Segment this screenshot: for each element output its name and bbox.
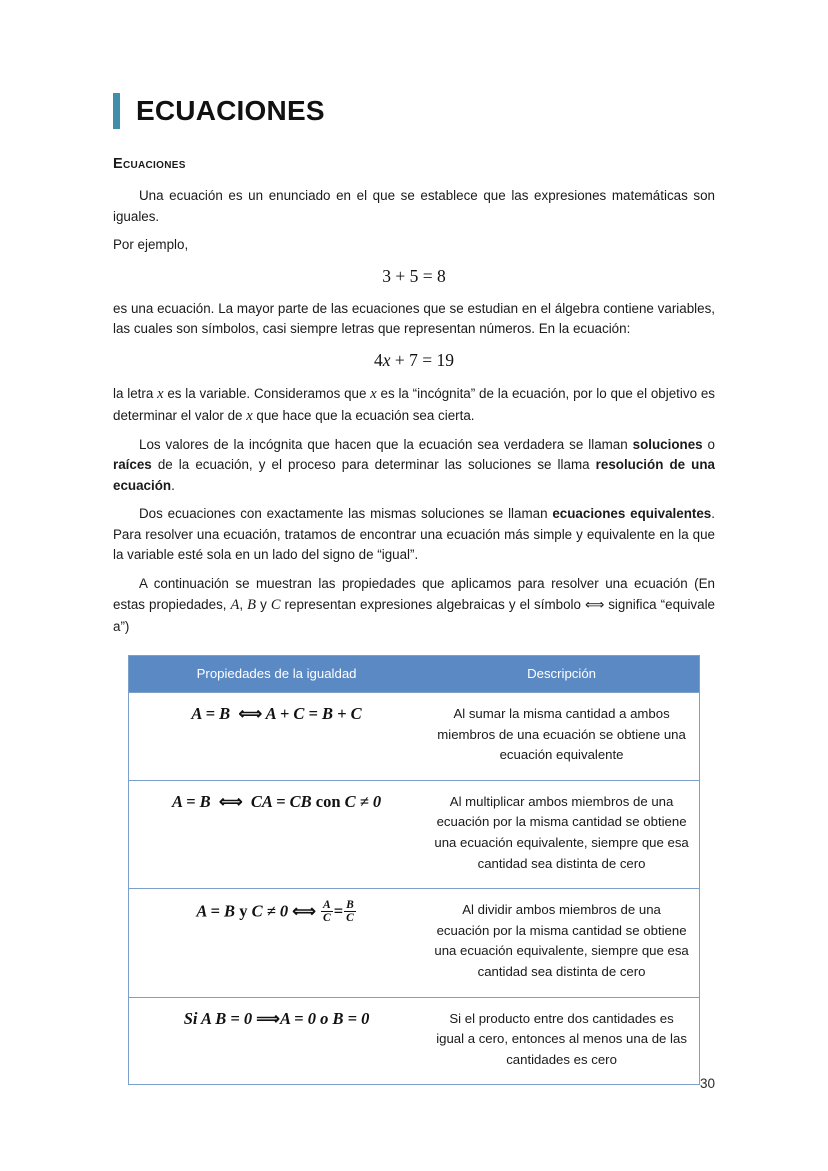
paragraph-example-intro: Por ejemplo, — [113, 237, 189, 252]
formula-o-word: o — [320, 1008, 329, 1028]
table-header-row — [129, 656, 700, 693]
iff-arrow-icon: ⟺ — [238, 704, 263, 724]
cell-formula-zero-product — [129, 997, 425, 1085]
equation2-variable: x — [382, 349, 391, 370]
p4-seg3: es la “incógnita” de la ecuación, por lo que el objetivo es determinar el valor de — [113, 385, 715, 423]
p7-seg2: , — [239, 597, 248, 613]
cell-formula-addition — [129, 693, 425, 781]
p5-bold-raices: raíces — [113, 457, 152, 473]
cell-description-multiplication: Al multiplicar ambos miembros de una ecuación por la misma cantidad se obtiene una ecuación equivalente, siempre que esa cantidad sea distinta de cero — [424, 780, 699, 888]
p4-seg1: la letra — [113, 385, 158, 401]
page-number: 30 — [699, 1076, 715, 1091]
p5-seg4: . — [171, 477, 175, 493]
properties-table — [128, 655, 700, 1085]
cell-description-division: Al dividir ambos miembros de una ecuación por la misma cantidad se obtiene una ecuación equivalente, siempre que esa cantidad sea distinta de cero — [424, 889, 699, 997]
p7-seg3: y — [256, 597, 271, 613]
formula-left: A = B — [171, 791, 211, 811]
formula-si-word: Si — [183, 1008, 198, 1028]
p7-seg4: representan expresiones algebraicas y el símbolo — [280, 597, 585, 613]
p5-seg3: de la ecuación, y el proceso para determinar las soluciones se llama — [151, 457, 596, 473]
paragraph-variables: es una ecuación. La mayor parte de las ecuaciones que se estudian en el álgebra contiene variables, las cuales son símbolos, casi siempre letras que representan números. En la ecuación: — [113, 300, 715, 336]
column-header-properties: Propiedades de la igualdad — [129, 656, 425, 693]
table-header — [129, 656, 700, 693]
p6-seg1: Dos ecuaciones con exactamente las mismas soluciones se llaman — [139, 506, 553, 522]
p6-bold-equivalentes: ecuaciones equivalentes — [552, 506, 712, 522]
fraction-denominator: C — [346, 912, 354, 925]
p7-seg5: significa “equivale a”) — [113, 597, 715, 634]
formula-left: A B = 0 — [201, 1008, 253, 1028]
paragraph-unknown — [113, 383, 715, 427]
title-accent-bar — [113, 93, 120, 129]
fraction-denominator: C — [323, 912, 331, 925]
formula-tail: C ≠ 0 — [344, 791, 382, 811]
formula-right: A + C = B + C — [265, 704, 362, 724]
table-row — [129, 889, 700, 997]
table-row — [129, 997, 700, 1085]
paragraph-definition: Una ecuación es un enunciado en el que se establece que las expresiones matemáticas son iguales. — [113, 188, 715, 224]
cell-formula-multiplication — [129, 780, 425, 888]
equation2-rest: + 7 = 19 — [390, 349, 455, 370]
formula-right: CA = CB — [250, 791, 312, 811]
equivalence-symbol-icon: ⟺ — [584, 597, 605, 613]
formula-y-word: y — [239, 901, 248, 921]
display-equation-1: 3 + 5 = 8 — [382, 265, 446, 286]
iff-arrow-icon: ⟺ — [218, 791, 243, 811]
cell-description-zero-product: Si el producto entre dos cantidades es igual a cero, entonces al menos una de las cantidades es cero — [424, 997, 699, 1085]
p5-bold-resolucion: resolución de una ecuación — [113, 457, 715, 493]
formula-condition: C ≠ 0 — [251, 901, 289, 921]
display-equation-2 — [113, 350, 715, 371]
iff-arrow-icon: ⟺ — [292, 901, 316, 921]
p7-seg1: A continuación se muestran las propiedades que aplicamos para resolver una ecuación (En estas propiedades, — [113, 575, 715, 613]
cell-description-addition: Al sumar la misma cantidad a ambos miembros de una ecuación se obtiene una ecuación equivalente — [424, 693, 699, 781]
fraction-numerator: A — [323, 899, 331, 912]
section-heading: Ecuaciones — [113, 156, 186, 172]
equals-sign: = — [333, 901, 344, 921]
p5-bold-soluciones: soluciones — [632, 436, 703, 452]
formula-left: A = B — [196, 901, 236, 921]
formula-right: A = 0 — [279, 1008, 316, 1028]
page-title-row — [113, 88, 715, 134]
formula-left: A = B — [191, 704, 231, 724]
paragraph-equivalent — [113, 504, 715, 566]
p4-var1: x — [157, 385, 164, 402]
p7-var-c: C — [270, 597, 281, 614]
p7-var-b: B — [247, 597, 257, 614]
fraction-numerator: B — [346, 899, 354, 912]
p5-seg1: Los valores de la incógnita que hacen que la ecuación sea verdadera se llaman — [139, 436, 633, 452]
fraction-a-over-c — [321, 899, 333, 924]
p6-seg2: . Para resolver una ecuación, tratamos de encontrar una ecuación más simple y equivalente en la que la variable esté sola en un lado del signo de “igual”. — [113, 506, 715, 563]
p4-var3: x — [246, 407, 253, 424]
table-row — [129, 780, 700, 888]
cell-formula-division — [129, 889, 425, 997]
paragraph-solutions — [113, 435, 715, 497]
p4-seg4: que hace que la ecuación sea cierta. — [252, 407, 475, 423]
equation2-coefficient: 4 — [373, 349, 383, 370]
implies-arrow-icon: ⟹ — [256, 1008, 280, 1028]
page-title: ECUACIONES — [136, 95, 325, 126]
formula-tail: B = 0 — [332, 1008, 370, 1028]
paragraph-properties-intro — [113, 574, 715, 637]
p7-var-a: A — [230, 597, 240, 614]
table-row — [129, 693, 700, 781]
p4-seg2: es la variable. Consideramos que — [163, 385, 371, 401]
p5-seg2: o — [702, 436, 715, 452]
page-content — [113, 88, 715, 1085]
table-body — [129, 693, 700, 1085]
fraction-b-over-c — [344, 899, 356, 924]
formula-con-word: con — [315, 791, 341, 811]
column-header-description: Descripción — [424, 656, 699, 693]
p4-var2: x — [370, 385, 377, 402]
